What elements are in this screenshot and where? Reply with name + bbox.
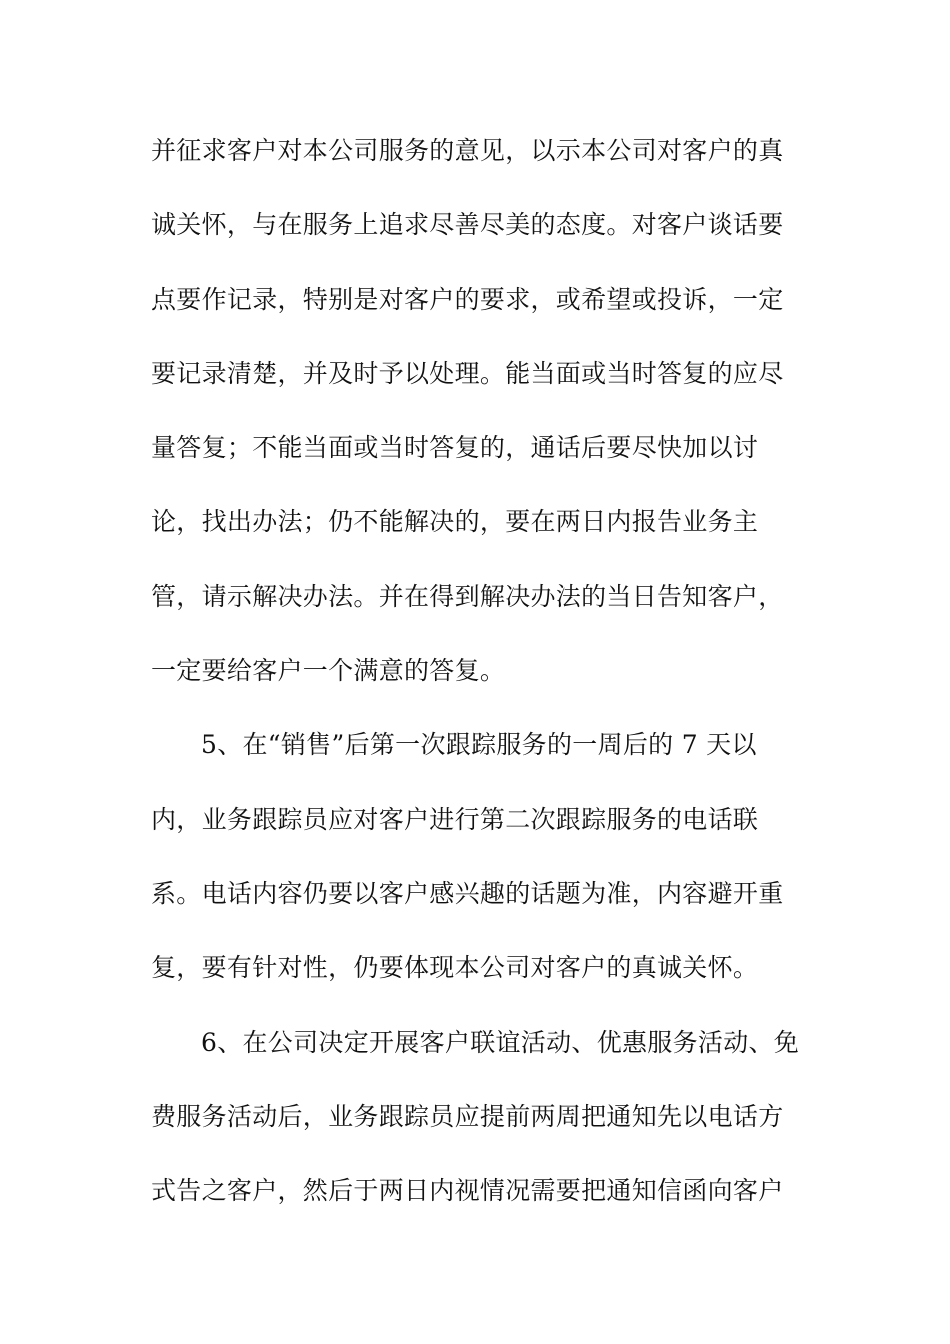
text-line: 复，要有针对性，仍要体现本公司对客户的真诚关怀。: [151, 953, 759, 983]
text-line: 系。电话内容仍要以客户感兴趣的话题为准，内容避开重: [151, 878, 784, 908]
text-line: 一定要给客户一个满意的答复。: [151, 656, 506, 686]
text-line: 点要作记录，特别是对客户的要求，或希望或投诉，一定: [151, 284, 784, 314]
text-line: 论，找出办法；仍不能解决的，要在两日内报告业务主: [151, 507, 759, 537]
text-line: 要记录清楚，并及时予以处理。能当面或当时答复的应尽: [151, 358, 784, 388]
text-line: 管，请示解决办法。并在得到解决办法的当日告知客户，: [151, 581, 784, 611]
text-line: 量答复；不能当面或当时答复的，通话后要尽快加以讨: [151, 433, 759, 463]
text-line: 式告之客户，然后于两日内视情况需要把通知信函向客户: [151, 1176, 784, 1206]
document-body: [151, 126, 811, 1240]
text-line: 内，业务跟踪员应对客户进行第二次跟踪服务的电话联: [151, 804, 759, 834]
paragraph-5-first-line: 5、在“销售”后第一次跟踪服务的一周后的 7 天以: [201, 730, 757, 760]
text-line: 诚关怀，与在服务上追求尽善尽美的态度。对客户谈话要: [151, 210, 784, 240]
text-line: 费服务活动后，业务跟踪员应提前两周把通知先以电话方: [151, 1101, 784, 1131]
paragraph-6-first-line: 6、在公司决定开展客户联谊活动、优惠服务活动、免: [201, 1027, 800, 1057]
text-line: 并征求客户对本公司服务的意见，以示本公司对客户的真: [151, 136, 784, 165]
